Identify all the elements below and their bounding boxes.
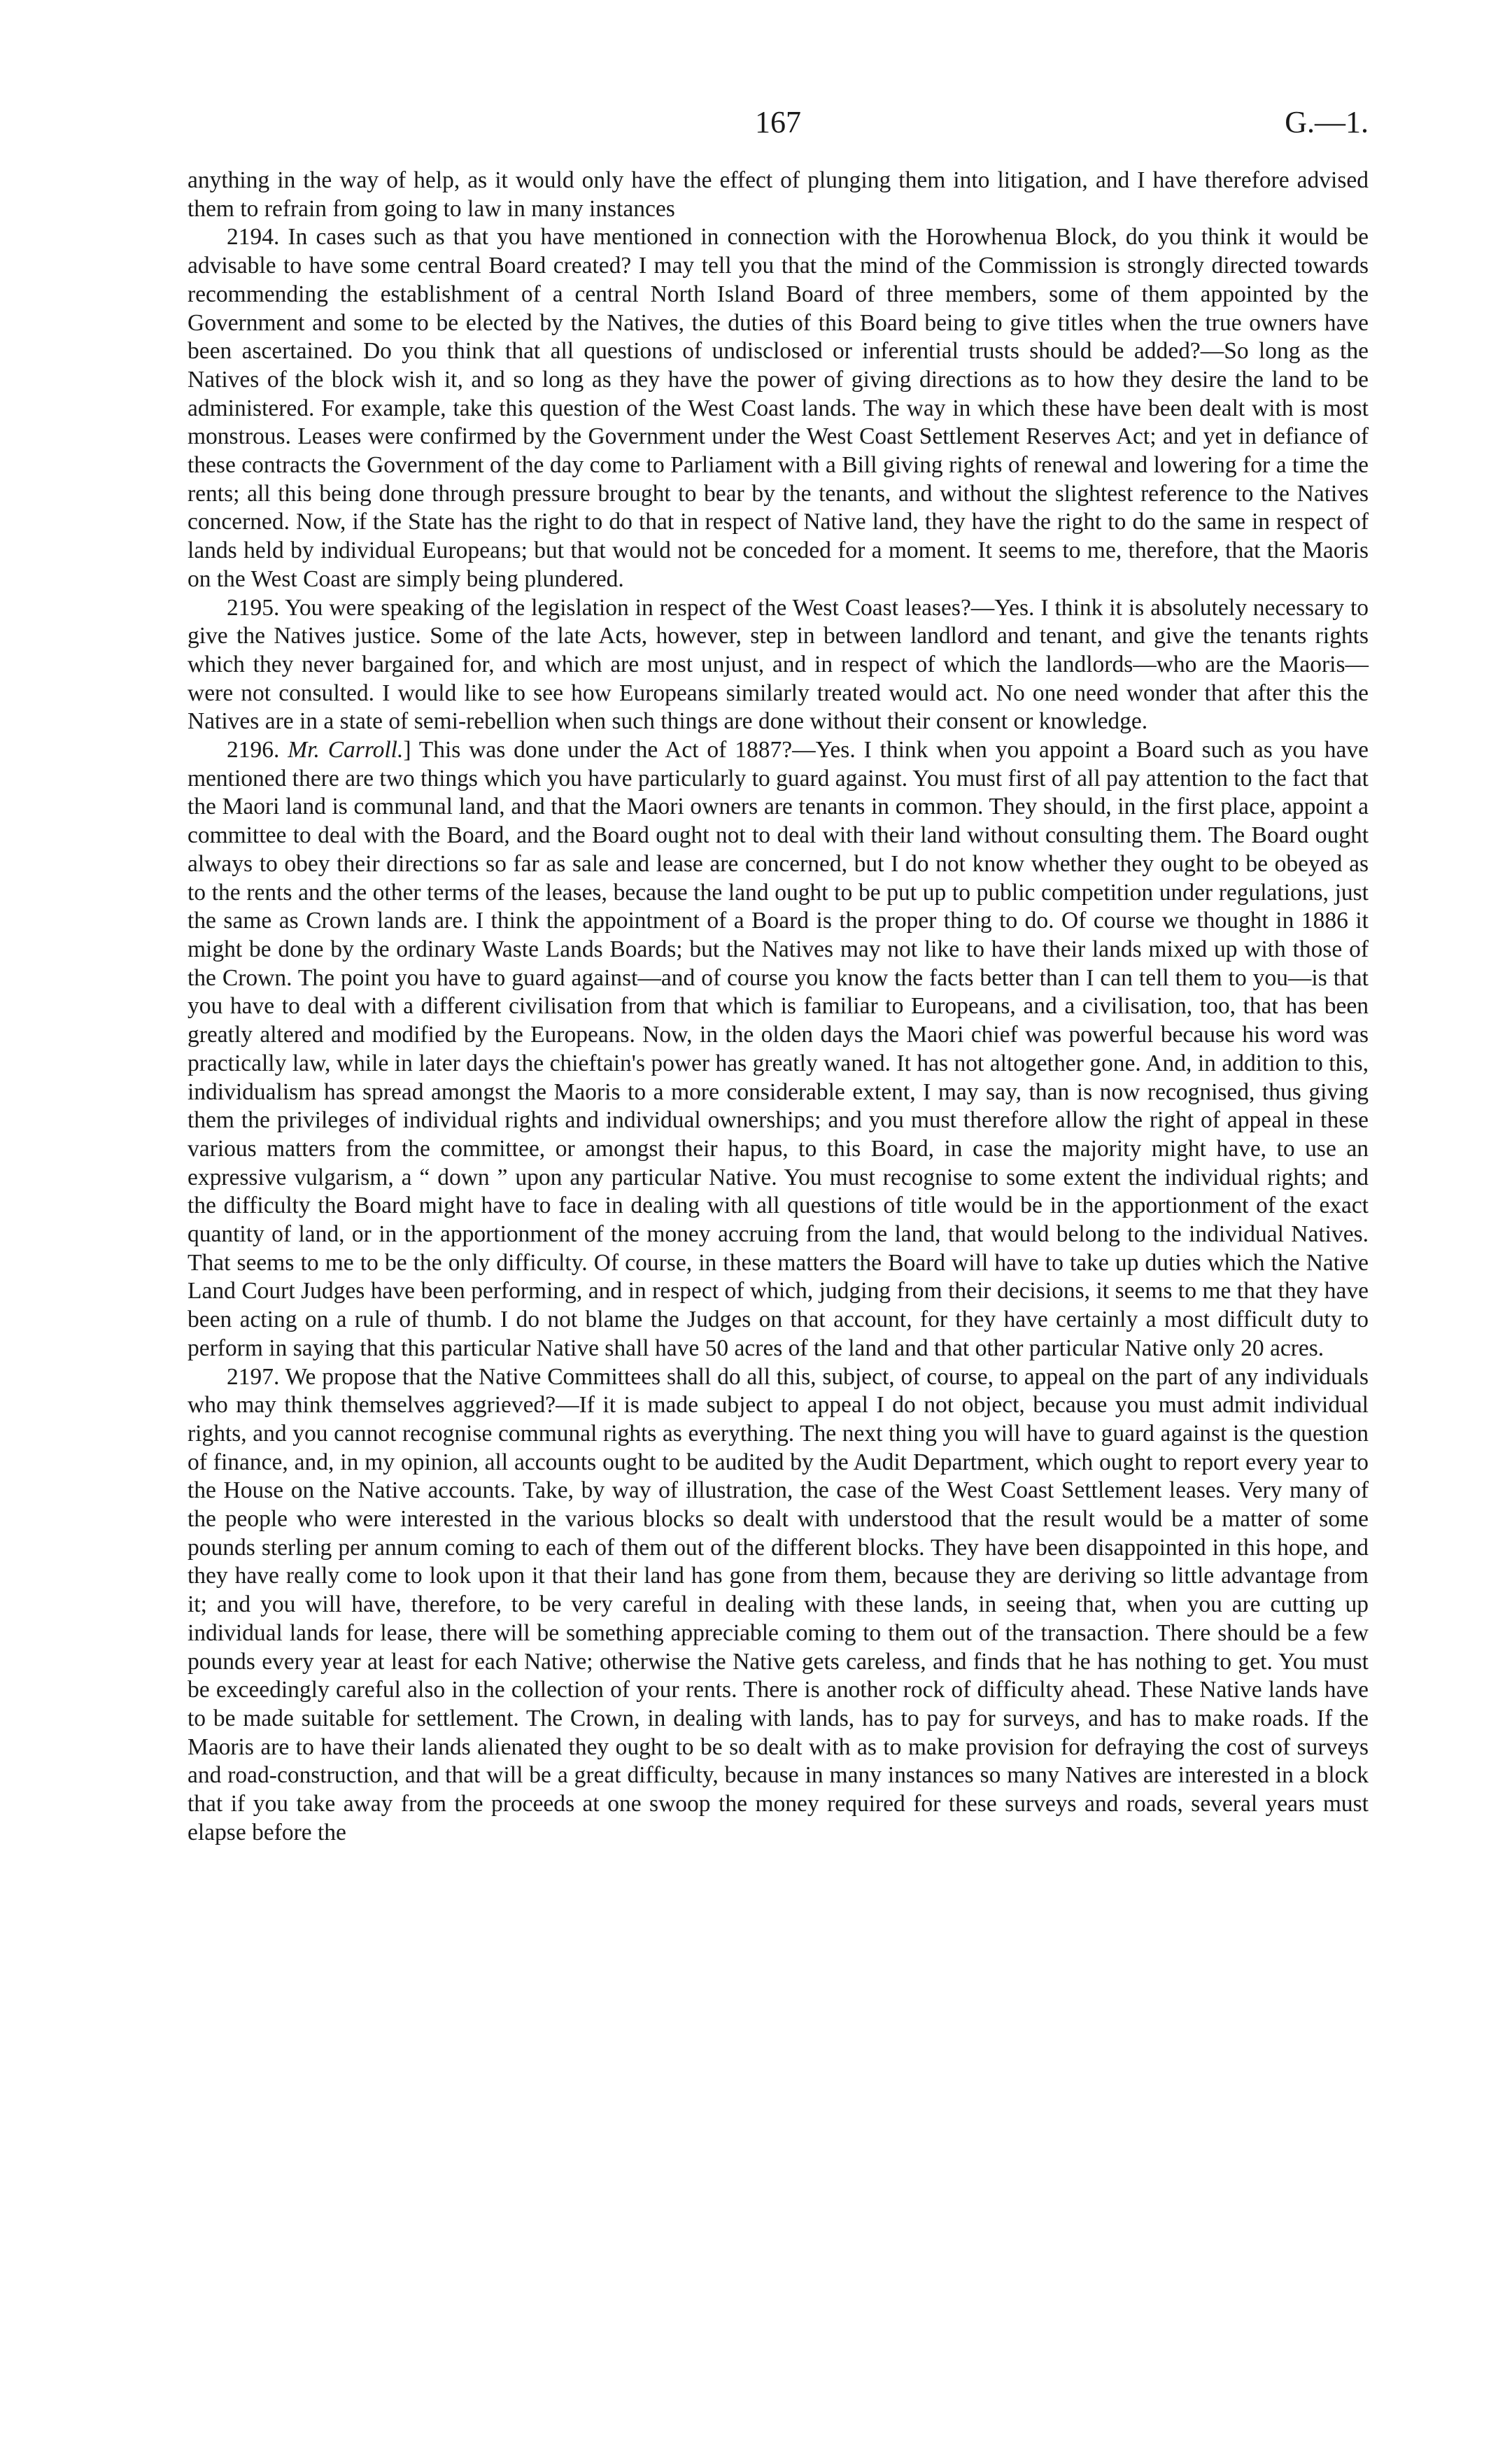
- paragraph-2194: 2194. In cases such as that you have mentioned in connection with the Horowhenua Block, do you think it would be advisable to have some central Board created? I may tell you that the mind of the Commission is strongly directed towards recommending the establishment of a central North Island Board of three members, some of them appointed by the Government and some to be elected by the Natives, the duties of this Board being to give titles when the true owners have been ascertained. Do you think that all questions of undisclosed or inferential trusts should be added?—So long as the Natives of the block wish it, and so long as they have the power of giving directions as to how they desire the land to be administered. For example, take this question of the West Coast lands. The way in which these have been dealt with is most monstrous. Leases were confirmed by the Government under the West Coast Settlement Reserves Act; and yet in defiance of these contracts the Government of the day come to Parliament with a Bill giving rights of renewal and lowering for a time the rents; all this being done through pressure brought to bear by the tenants, and without the slightest reference to the Natives concerned. Now, if the State has the right to do that in respect of Native land, they have the right to do the same in respect of lands held by individual Europeans; but that would not be conceded for a moment. It seems to me, therefore, that the Maoris on the West Coast are simply being plundered.: [188, 224, 1369, 592]
- document-reference: G.—1.: [1285, 105, 1369, 139]
- paragraph-2196-text: ] This was done under the Act of 1887?—Yes. I think when you appoint a Board such as you have mentioned there are two things which you have particularly to guard against. You must first of all pay attention to the fact that the Maori land is communal land, and that the Maori owners are tenants in common. They should, in the first place, appoint a committee to deal with the Board, and the Board ought not to deal with their land without consulting them. The Board ought always to obey their directions so far as sale and lease are concerned, but I do not know whether they ought to be obeyed as to the rents and the other terms of the leases, because the land ought to be put up to public competition under regulations, just the same as Crown lands are. I think the appointment of a Board is the proper thing to do. Of course we thought in 1886 it might be done by the ordinary Waste Lands Boards; but the Natives may not like to have their lands mixed up with those of the Crown. The point you have to guard against—and of course you know the facts better than I can tell them to you—is that you have to deal with a different civilisation from that which is familiar to Europeans, and a civilisation, too, that has been greatly altered and modified by the Europeans. Now, in the olden days the Maori chief was powerful because his word was practically law, while in later days the chieftain's power has greatly waned. It has not altogether gone. And, in addition to this, individualism has spread amongst the Maoris to a more considerable extent, I may say, than is now recognised, thus giving them the privileges of individual rights and individual ownerships; and you must therefore allow the right of appeal in these various matters from the committee, or amongst their hapus, to this Board, in case the majority might have, to use an expressive vulgarism, a “ down ” upon any particular Native. You must recognise to some extent the individual rights; and the difficulty the Board might have to face in dealing with all questions of title would be in the apportionment of the exact quantity of land, or in the apportionment of the money accruing from the land, that would belong to the individual Natives. That seems to me to be the only difficulty. Of course, in these matters the Board will have to take up duties which the Native Land Court Judges have been performing, and in respect of which, judging from their decisions, it seems to me that they have been acting on a rule of thumb. I do not blame the Judges on that account, for they have certainly a most difficult duty to perform in saying that this particular Native shall have 50 acres of the land and that other particular Native only 20 acres.: [188, 737, 1369, 1361]
- paragraph-2197: 2197. We propose that the Native Committees shall do all this, subject, of course, to appeal on the part of any individuals who may think themselves aggrieved?—If it is made subject to appeal I do not object, because you must admit individual rights, and you cannot recognise communal rights as everything. The next thing you will have to guard against is the question of finance, and, in my opinion, all accounts ought to be audited by the Audit Department, which ought to report every year to the House on the Native accounts. Take, by way of illustration, the case of the West Coast Settlement leases. Very many of the people who were interested in the various blocks so dealt with understood that the result would be a matter of some pounds sterling per annum coming to each of them out of the different blocks. They have been disappointed in this hope, and they have really come to look upon it that their land has gone from them, because they are deriving so little advantage from it; and you will have, therefore, to be very careful in dealing with these lands, in seeing that, when you are cutting up individual lands for lease, there will be something appreciable coming to them out of the transaction. There should be a few pounds every year at least for each Native; otherwise the Native gets careless, and finds that he has nothing to get. You must be exceedingly careful also in the collection of your rents. There is another rock of difficulty ahead. These Native lands have to be made suitable for settlement. The Crown, in dealing with lands, has to pay for surveys, and has to make roads. If the Maoris are to have their lands alienated they ought to be so dealt with as to make provision for defraying the cost of surveys and road-construction, and that will be a great difficulty, because in many instances so many Natives are interested in a block that if you take away from the proceeds at one swoop the money required for these surveys and roads, several years must elapse before the: [188, 1363, 1369, 1845]
- document-page: [188, 105, 1369, 1847]
- page-number: 167: [755, 105, 801, 139]
- body-text: [188, 167, 1369, 1847]
- paragraph-2196: [188, 736, 1369, 1363]
- paragraph-continuation: anything in the way of help, as it would only have the effect of plunging them into litigation, and I have therefore advised them to refrain from going to law in many instances: [188, 167, 1369, 222]
- page-header: [188, 105, 1369, 154]
- question-number: 2196.: [227, 737, 288, 764]
- speaker-name: Mr. Carroll.: [288, 737, 404, 764]
- paragraph-2195: 2195. You were speaking of the legislation in respect of the West Coast leases?—Yes. I think it is absolutely necessary to give the Natives justice. Some of the late Acts, however, step in between landlord and tenant, and give the tenants rights which they never bargained for, and which are most unjust, and in respect of which the landlords—who are the Maoris—were not consulted. I would like to see how Europeans similarly treated would act. No one need wonder that after this the Natives are in a state of semi-rebellion when such things are done without their consent or knowledge.: [188, 594, 1369, 735]
